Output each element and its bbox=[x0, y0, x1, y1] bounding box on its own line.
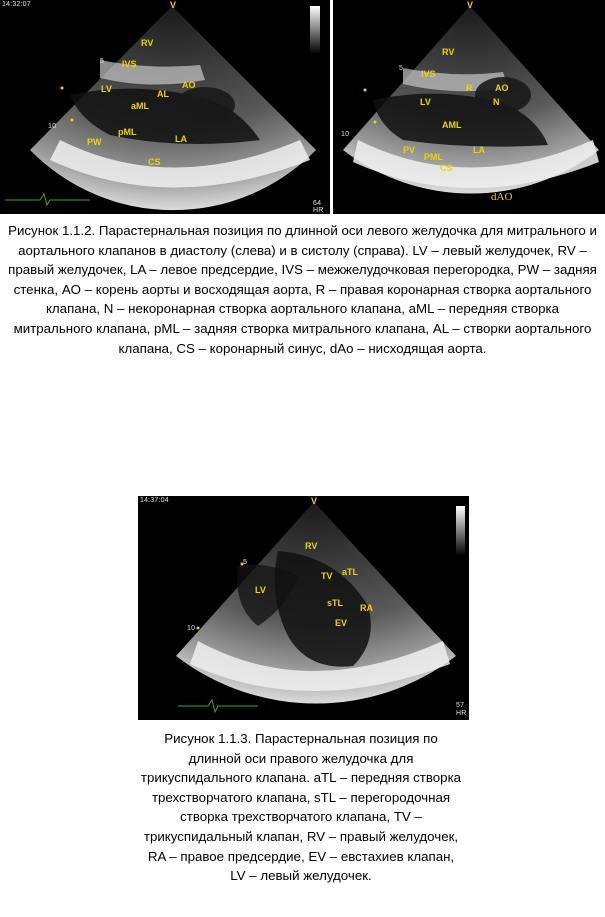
label-stl: sTL bbox=[327, 598, 344, 608]
label-ao: AO bbox=[495, 83, 509, 93]
echo-image-diastole bbox=[0, 0, 330, 214]
label-rv: RV bbox=[305, 541, 318, 551]
label-pw: PW bbox=[87, 137, 102, 147]
depth-mark-5: 5 bbox=[399, 65, 404, 72]
label-lv: LV bbox=[420, 97, 431, 107]
label-ao: AO bbox=[182, 80, 196, 90]
timestamp: 14:37:04 bbox=[140, 497, 169, 504]
label-la: LA bbox=[175, 134, 187, 144]
label-ra: RA bbox=[360, 603, 373, 613]
orientation-marker: V bbox=[170, 0, 177, 10]
label-tv: TV bbox=[321, 571, 333, 581]
orientation-marker: V bbox=[311, 496, 318, 506]
label-cs: CS bbox=[440, 163, 453, 173]
label-al: AL bbox=[157, 89, 169, 99]
label-dao: dAO bbox=[491, 191, 513, 203]
label-aml: aML bbox=[131, 101, 149, 111]
ultrasound-sector-image bbox=[333, 0, 605, 214]
label-aml: AML bbox=[442, 120, 462, 130]
label-ev: EV bbox=[335, 618, 348, 628]
label-n: N bbox=[493, 97, 500, 107]
echo-image-rv-inflow bbox=[138, 496, 469, 720]
depth-mark-5: 5 bbox=[100, 58, 105, 65]
label-lv: LV bbox=[101, 84, 112, 94]
label-pml: pML bbox=[118, 127, 137, 137]
hr-value: 64 bbox=[313, 200, 322, 207]
label-ivs: IVS bbox=[122, 59, 137, 69]
figure-caption-1-1-3: Рисунок 1.1.3. Парастернальная позиция по длинной оси правого желудочка для трикуспидального клапана. aTL – передняя створка трехстворчатого клапана, sTL – перегородочная створка трехстворчатого клапана, TV – трикуспидальный клапан, RV – правый желудочек, RA – правое предсердие, EV – евстахиев клапан, LV – левый желудочек. bbox=[140, 731, 462, 884]
orientation-marker: V bbox=[467, 0, 474, 10]
label-rv: RV bbox=[141, 38, 154, 48]
figure-caption-1-1-2: Рисунок 1.1.2. Парастернальная позиция по длинной оси левого желудочка для митрального и аортального клапанов в диастолу (слева) и в систолу (справа). LV – левый желудочек, RV – правый желудочек, LA – левое предсердие, IVS – межжелудочковая перегородка, PW – задняя стенка, AO – корень аорты и восходящая аорта, R – правая коронарная створка аортального клапана, N – некоронарная створка аортального клапана, aML – передняя створка митрального клапана, pML – задняя створка митрального клапана, AL – створки аортального клапана, CS – коронарный синус, dAo – нисходящая аорта. bbox=[8, 223, 597, 356]
label-cs: CS bbox=[148, 157, 161, 167]
label-r: R bbox=[466, 83, 473, 93]
hr-value: 57 bbox=[456, 702, 465, 709]
hr-unit: HR bbox=[313, 207, 324, 214]
ultrasound-sector-image bbox=[0, 0, 330, 214]
depth-mark-10: 10 bbox=[48, 123, 57, 130]
label-ivs: IVS bbox=[421, 69, 436, 79]
label-atl: aTL bbox=[342, 567, 359, 577]
depth-mark-10: 10 bbox=[341, 131, 350, 138]
depth-mark-5: 5 bbox=[243, 559, 248, 566]
label-pv: PV bbox=[403, 145, 416, 155]
label-la: LA bbox=[473, 145, 485, 155]
timestamp: 14:32:07 bbox=[2, 1, 31, 8]
label-pml: PML bbox=[424, 152, 443, 162]
depth-mark-10: 10 bbox=[187, 625, 196, 632]
label-lv: LV bbox=[255, 585, 266, 595]
hr-unit: HR bbox=[456, 710, 467, 717]
label-rv: RV bbox=[442, 47, 455, 57]
ultrasound-sector-image bbox=[138, 496, 469, 720]
echo-image-systole bbox=[333, 0, 605, 214]
